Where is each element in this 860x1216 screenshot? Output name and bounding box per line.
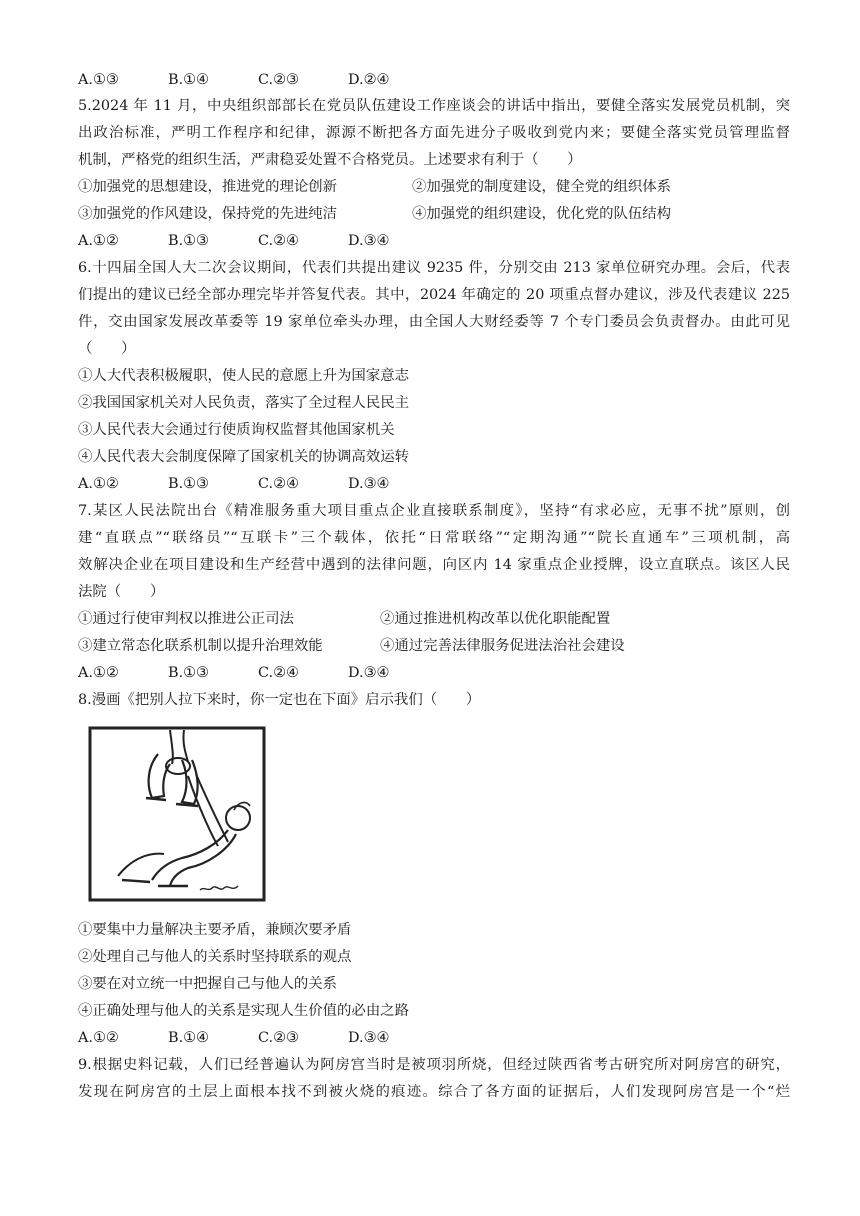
choice-c: C.②④ xyxy=(258,476,299,492)
q7-stem-line-2: 建“直联点”“联络员”“互联卡”三个载体，依托“日常联络”“定期沟通”“院长直通车”三项机制，高 xyxy=(78,530,790,546)
choice-d: D.③④ xyxy=(348,476,390,492)
q6-stem-line-1: 6.十四届全国人大二次会议期间，代表们共提出建议 9235 件，分别交由 213 家单位研究办理。会后，代表 xyxy=(78,260,790,276)
q6-item-4: ④人民代表大会制度保障了国家机关的协调高效运转 xyxy=(78,449,409,465)
q7-item-1: ①通过行使审判权以推进公正司法 xyxy=(78,611,294,627)
q8-stem: 8.漫画《把别人拉下来时，你一定也在下面》启示我们（ ） xyxy=(78,692,481,708)
q7-item-3: ③建立常态化联系机制以提升治理效能 xyxy=(78,638,323,654)
q6-item-3: ③人民代表大会通过行使质询权监督其他国家机关 xyxy=(78,422,395,438)
choice-a: A.①② xyxy=(78,665,119,681)
choice-d: D.②④ xyxy=(348,72,390,88)
q6-item-1: ①人大代表积极履职，使人民的意愿上升为国家意志 xyxy=(78,368,409,384)
q8-item-2: ②处理自己与他人的关系时坚持联系的观点 xyxy=(78,949,352,965)
choice-a: A.①② xyxy=(78,233,119,249)
q7-item-4: ④通过完善法律服务促进法治社会建设 xyxy=(380,638,625,654)
q5-stem-line-3: 机制，严格党的组织生活，严肃稳妥处置不合格党员。上述要求有利于（ ） xyxy=(78,152,582,168)
comic-illustration xyxy=(88,726,268,904)
q6-stem-line-2: 们提出的建议已经全部办理完毕并答复代表。其中，2024 年确定的 20 项重点督办建议，涉及代表建议 225 xyxy=(78,287,790,303)
q8-item-1: ①要集中力量解决主要矛盾，兼顾次要矛盾 xyxy=(78,922,352,938)
choice-c: C.②④ xyxy=(258,665,299,681)
q7-stem-line-1: 7.某区人民法院出台《精准服务重大项目重点企业直接联系制度》，坚持“有求必应，无事不扰”原则，创 xyxy=(78,503,790,519)
q9-stem-line-1: 9.根据史料记载，人们已经普遍认为阿房宫当时是被项羽所烧，但经过陕西省考古研究所对阿房宫的研究， xyxy=(78,1057,790,1073)
choice-a: A.①② xyxy=(78,476,119,492)
q5-stem-line-2: 出政治标准，严明工作程序和纪律，源源不断把各方面先进分子吸收到党内来；要健全落实党员管理监督 xyxy=(78,125,790,141)
q6-item-2: ②我国国家机关对人民负责，落实了全过程人民民主 xyxy=(78,395,409,411)
q6-stem-line-4: （ ） xyxy=(78,341,136,357)
q7-stem-line-4: 法院（ ） xyxy=(78,584,165,600)
choice-d: D.③④ xyxy=(348,1030,390,1046)
choice-b: B.①④ xyxy=(168,1030,209,1046)
q5-stem-line-1: 5.2024 年 11 月，中央组织部部长在党员队伍建设工作座谈会的讲话中指出，要健全落实发展党员机制，突 xyxy=(78,98,790,114)
q5-item-4: ④加强党的组织建设，优化党的队伍结构 xyxy=(412,206,672,222)
choice-b: B.①④ xyxy=(168,72,209,88)
choice-d: D.③④ xyxy=(348,665,390,681)
q8-item-4: ④正确处理与他人的关系是实现人生价值的必由之路 xyxy=(78,1003,409,1019)
choice-b: B.①③ xyxy=(168,476,209,492)
choice-b: B.①③ xyxy=(168,665,209,681)
q8-item-3: ③要在对立统一中把握自己与他人的关系 xyxy=(78,976,338,992)
choice-c: C.②④ xyxy=(258,233,299,249)
choice-a: A.①② xyxy=(78,1030,119,1046)
choice-b: B.①③ xyxy=(168,233,209,249)
choice-d: D.③④ xyxy=(348,233,390,249)
choice-a: A.①③ xyxy=(78,72,119,88)
q7-stem-line-3: 效解决企业在项目建设和生产经营中遇到的法律问题，向区内 14 家重点企业授牌，设立直联点。该区人民 xyxy=(78,557,790,573)
q7-item-2: ②通过推进机构改革以优化职能配置 xyxy=(380,611,611,627)
q5-item-2: ②加强党的制度建设，健全党的组织体系 xyxy=(412,179,672,195)
q5-item-1: ①加强党的思想建设，推进党的理论创新 xyxy=(78,179,338,195)
q5-item-3: ③加强党的作风建设，保持党的先进纯洁 xyxy=(78,206,338,222)
q9-stem-line-2: 发现在阿房宫的土层上面根本找不到被火烧的痕迹。综合了各方面的证据后，人们发现阿房宫是一个“烂 xyxy=(78,1084,790,1100)
choice-c: C.②③ xyxy=(258,1030,299,1046)
choice-c: C.②③ xyxy=(258,72,299,88)
q6-stem-line-3: 件，交由国家发展改革委等 19 家单位牵头办理，由全国人大财经委等 7 个专门委员会负责督办。由此可见 xyxy=(78,314,790,330)
